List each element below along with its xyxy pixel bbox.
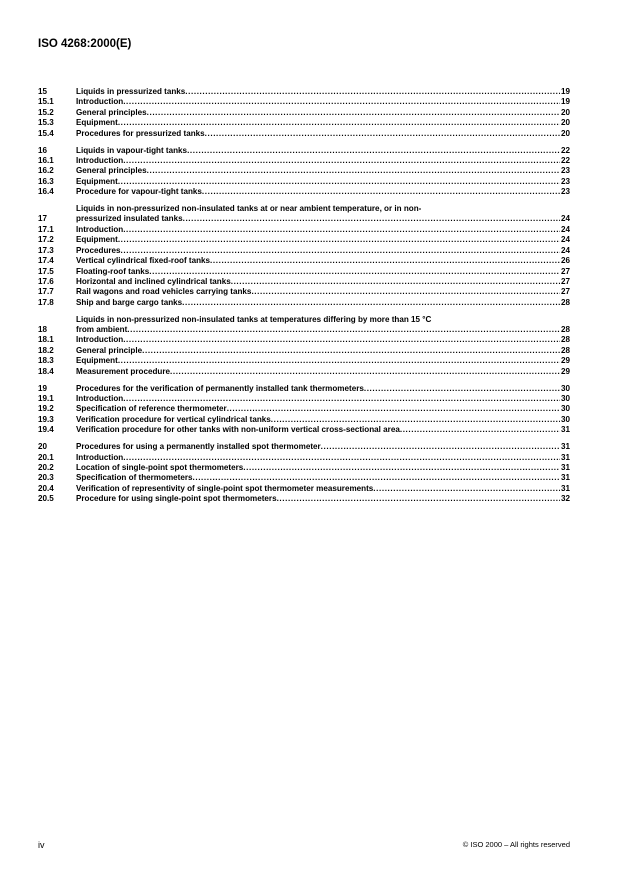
toc-entry-number: 15 <box>38 87 48 96</box>
toc-entry-page: 24 <box>560 214 570 224</box>
toc-entry[interactable] <box>38 404 570 414</box>
toc-leader-dots <box>251 287 560 297</box>
toc-entry-page: 31 <box>560 442 570 452</box>
toc-entry[interactable] <box>38 235 570 245</box>
toc-entry[interactable] <box>38 277 570 287</box>
toc-entry-page: 31 <box>560 452 570 462</box>
toc-entry-title <box>76 97 560 107</box>
copyright-notice: © ISO 2000 – All rights reserved <box>462 840 570 849</box>
toc-entry[interactable] <box>38 118 570 128</box>
toc-leader-dots <box>231 277 560 287</box>
toc-entry-number: 19.4 <box>38 425 54 435</box>
toc-entry-number: 16.3 <box>38 176 54 186</box>
toc-entry-title <box>76 177 560 187</box>
toc-entry-title <box>76 394 560 404</box>
toc-leader-dots <box>123 97 560 107</box>
toc-entry[interactable] <box>38 494 570 504</box>
toc-entry-number: 19 <box>38 383 48 393</box>
toc-entry-page: 30 <box>560 404 570 414</box>
toc-entry-page: 27 <box>560 266 570 276</box>
toc-entry-title-text: Measurement procedure <box>76 366 171 376</box>
toc-entry[interactable] <box>38 298 570 308</box>
toc-leader-dots <box>123 394 560 404</box>
toc-entry[interactable] <box>38 177 570 187</box>
toc-leader-dots <box>210 256 560 266</box>
table-of-contents <box>38 87 570 511</box>
toc-entry-title <box>76 384 560 394</box>
toc-entry-page: 30 <box>560 414 570 424</box>
toc-entry-number: 19.1 <box>38 393 54 403</box>
toc-entry-page: 30 <box>560 393 570 403</box>
toc-entry-number: 20.4 <box>38 483 54 493</box>
toc-entry[interactable] <box>38 484 570 494</box>
toc-leader-dots <box>123 335 560 345</box>
toc-entry-number: 17.6 <box>38 276 54 286</box>
toc-entry-title-text: Equipment <box>76 235 118 245</box>
toc-entry[interactable] <box>38 156 570 166</box>
toc-entry-title <box>76 298 560 308</box>
toc-entry[interactable] <box>38 204 570 225</box>
toc-entry-title-text: General principle <box>76 345 143 355</box>
toc-entry[interactable] <box>38 97 570 107</box>
toc-entry-title-text: Equipment <box>76 356 118 366</box>
toc-entry[interactable] <box>38 246 570 256</box>
toc-entry-title <box>76 335 560 345</box>
toc-entry-title-line2: pressurized insulated tanks <box>76 214 183 224</box>
toc-leader-dots <box>202 187 560 197</box>
toc-entry[interactable] <box>38 335 570 345</box>
toc-entry-page: 20 <box>560 128 570 138</box>
toc-leader-dots <box>123 453 560 463</box>
toc-leader-dots <box>243 463 560 473</box>
toc-entry-page: 28 <box>560 325 570 335</box>
toc-entry-page: 22 <box>560 155 570 165</box>
toc-leader-dots <box>118 118 560 128</box>
toc-entry[interactable] <box>38 453 570 463</box>
toc-entry[interactable] <box>38 394 570 404</box>
toc-leader-dots <box>127 325 560 335</box>
toc-entry-page: 19 <box>560 87 570 96</box>
toc-entry-title <box>76 453 560 463</box>
toc-entry-title <box>76 473 560 483</box>
toc-entry-title-text: Procedures for pressurized tanks <box>76 128 205 138</box>
toc-leader-dots <box>182 298 560 308</box>
toc-entry-page: 20 <box>560 107 570 117</box>
toc-entry[interactable] <box>38 146 570 156</box>
toc-leader-dots <box>118 235 560 245</box>
toc-entry[interactable] <box>38 287 570 297</box>
toc-leader-dots <box>271 415 560 425</box>
toc-entry[interactable] <box>38 346 570 356</box>
toc-leader-dots <box>118 177 560 187</box>
toc-entry-page: 28 <box>560 297 570 307</box>
toc-entry-title-text: Liquids in vapour-tight tanks <box>76 145 188 155</box>
toc-entry-title <box>76 256 560 266</box>
toc-entry-number: 17.5 <box>38 266 54 276</box>
toc-entry-page: 19 <box>560 97 570 107</box>
toc-entry-title <box>76 277 560 287</box>
toc-entry-page: 31 <box>560 473 570 483</box>
toc-entry-title-text: General principles <box>76 166 147 176</box>
toc-entry-title-line1: Liquids in non-pressurized non-insulated tanks at temperatures differing by more than 15 °C <box>76 314 432 324</box>
toc-entry-title-text: Introduction <box>76 155 124 165</box>
document-header: ISO 4268:2000(E) <box>38 38 132 50</box>
toc-leader-dots <box>123 225 560 235</box>
toc-entry[interactable] <box>38 315 570 336</box>
toc-entry-title <box>76 484 560 494</box>
toc-entry[interactable] <box>38 166 570 176</box>
toc-entry-title <box>76 87 560 97</box>
toc-entry-title-text: Procedure for vapour-tight tanks <box>76 187 202 197</box>
toc-entry-title <box>76 494 560 504</box>
toc-entry-title <box>76 267 560 277</box>
toc-leader-dots <box>185 87 560 97</box>
toc-entry[interactable] <box>38 187 570 197</box>
toc-entry-title-text: Introduction <box>76 335 124 345</box>
toc-leader-dots <box>277 494 560 504</box>
toc-entry-number: 16.1 <box>38 155 54 165</box>
toc-entry-number: 15.3 <box>38 118 54 128</box>
toc-entry-page: 26 <box>560 256 570 266</box>
toc-entry[interactable] <box>38 87 570 97</box>
toc-entry-page: 24 <box>560 235 570 245</box>
toc-entry-number: 15.2 <box>38 107 54 117</box>
toc-entry-number: 18.4 <box>38 366 54 376</box>
toc-entry-page: 31 <box>560 483 570 493</box>
toc-entry-number: 20.5 <box>38 494 54 504</box>
toc-leader-dots <box>147 166 560 176</box>
toc-entry[interactable] <box>38 267 570 277</box>
toc-entry-title-text: Rail wagons and road vehicles carrying tanks <box>76 287 252 297</box>
toc-leader-dots <box>147 108 560 118</box>
toc-entry-title-text: Introduction <box>76 224 124 234</box>
toc-entry-title-text: Floating-roof tanks <box>76 266 150 276</box>
toc-entry-page: 30 <box>560 383 570 393</box>
toc-entry[interactable] <box>38 225 570 235</box>
toc-leader-dots <box>121 246 560 256</box>
toc-entry-title <box>76 404 560 414</box>
toc-entry-title <box>76 315 560 336</box>
toc-section <box>38 315 570 377</box>
toc-leader-dots <box>142 346 560 356</box>
toc-entry-page: 20 <box>560 118 570 128</box>
toc-entry-page: 32 <box>560 494 570 504</box>
toc-entry-title-line2: from ambient <box>76 325 128 335</box>
toc-entry-title-text: Specification of reference thermometer <box>76 404 227 414</box>
toc-section <box>38 384 570 436</box>
toc-entry-number: 18.1 <box>38 335 54 345</box>
toc-entry-title-text: Procedures for the verification of permanently installed tank thermometers <box>76 383 364 393</box>
toc-entry[interactable] <box>38 463 570 473</box>
toc-leader-dots <box>400 425 560 435</box>
toc-entry-title-text: Procedures <box>76 245 121 255</box>
toc-entry[interactable] <box>38 473 570 483</box>
toc-entry-page: 24 <box>560 245 570 255</box>
toc-entry-title <box>76 166 560 176</box>
toc-entry[interactable] <box>38 367 570 377</box>
toc-entry-page: 29 <box>560 366 570 376</box>
toc-entry-title-text: Introduction <box>76 97 124 107</box>
toc-entry-number: 19.2 <box>38 404 54 414</box>
toc-entry[interactable] <box>38 442 570 452</box>
toc-leader-dots <box>170 367 560 377</box>
toc-entry-title-text: Equipment <box>76 176 118 186</box>
toc-entry-number: 17 <box>38 214 48 224</box>
toc-entry-number: 18.3 <box>38 356 54 366</box>
toc-leader-dots <box>373 484 560 494</box>
toc-entry[interactable] <box>38 384 570 394</box>
toc-entry[interactable] <box>38 256 570 266</box>
toc-section <box>38 204 570 308</box>
toc-entry-page: 23 <box>560 176 570 186</box>
toc-entry-title-text: Introduction <box>76 452 124 462</box>
toc-entry-title <box>76 235 560 245</box>
toc-leader-dots <box>149 267 560 277</box>
toc-entry-title-text: Specification of thermometers <box>76 473 193 483</box>
toc-entry-page: 28 <box>560 345 570 355</box>
toc-entry-title-text: Location of single-point spot thermometers <box>76 462 244 472</box>
toc-leader-dots <box>364 384 560 394</box>
toc-entry-title-text: Equipment <box>76 118 118 128</box>
toc-entry-title-text: Introduction <box>76 393 124 403</box>
toc-leader-dots <box>205 129 560 139</box>
toc-section <box>38 87 570 139</box>
toc-entry-page: 27 <box>560 287 570 297</box>
toc-entry-number: 16.4 <box>38 187 54 197</box>
toc-entry-page: 31 <box>560 462 570 472</box>
toc-entry-title-text: Verification procedure for other tanks with non-uniform vertical cross-sectional area <box>76 425 400 435</box>
toc-entry-title <box>76 287 560 297</box>
toc-entry-title-text: Ship and barge cargo tanks <box>76 297 183 307</box>
toc-leader-dots <box>227 404 560 414</box>
toc-entry-page: 22 <box>560 145 570 155</box>
toc-entry-title <box>76 415 560 425</box>
toc-entry[interactable] <box>38 425 570 435</box>
toc-entry-title <box>76 225 560 235</box>
toc-entry-title <box>76 346 560 356</box>
toc-entry-number: 17.3 <box>38 245 54 255</box>
toc-section <box>38 442 570 504</box>
toc-entry[interactable] <box>38 415 570 425</box>
toc-entry-page: 29 <box>560 356 570 366</box>
toc-leader-dots <box>183 214 560 224</box>
toc-entry-title <box>76 442 560 452</box>
toc-entry-page: 24 <box>560 224 570 234</box>
toc-entry-page: 23 <box>560 187 570 197</box>
toc-entry-title <box>76 187 560 197</box>
toc-entry-title-text: Procedure for using single-point spot thermometers <box>76 494 277 504</box>
toc-entry-title-line1: Liquids in non-pressurized non-insulated tanks at or near ambient temperature, or in non- <box>76 204 422 214</box>
toc-entry-title <box>76 146 560 156</box>
toc-leader-dots <box>118 356 560 366</box>
toc-leader-dots <box>321 442 560 452</box>
toc-entry-number: 20.2 <box>38 462 54 472</box>
toc-entry-number: 17.4 <box>38 256 54 266</box>
toc-entry-page: 28 <box>560 335 570 345</box>
toc-entry[interactable] <box>38 356 570 366</box>
toc-entry-title <box>76 129 560 139</box>
toc-entry-number: 20.1 <box>38 452 54 462</box>
toc-entry-number: 15.1 <box>38 97 54 107</box>
toc-entry-page: 23 <box>560 166 570 176</box>
toc-entry-number: 18 <box>38 325 48 335</box>
toc-entry-title-text: Horizontal and inclined cylindrical tanks <box>76 276 231 286</box>
toc-entry-number: 16.2 <box>38 166 54 176</box>
toc-leader-dots <box>187 146 560 156</box>
toc-entry-title <box>76 246 560 256</box>
toc-entry-title <box>76 108 560 118</box>
toc-entry-number: 19.3 <box>38 414 54 424</box>
toc-entry[interactable] <box>38 129 570 139</box>
toc-entry-number: 20 <box>38 442 48 452</box>
toc-entry-title <box>76 356 560 366</box>
toc-entry-title-text: Vertical cylindrical fixed-roof tanks <box>76 256 211 266</box>
toc-entry-title-text: Procedures for using a permanently installed spot thermometer <box>76 442 321 452</box>
toc-entry-title-text: Verification procedure for vertical cylindrical tanks <box>76 414 271 424</box>
toc-entry-page: 31 <box>560 425 570 435</box>
toc-leader-dots <box>193 473 560 483</box>
toc-entry-number: 20.3 <box>38 473 54 483</box>
toc-entry-title <box>76 463 560 473</box>
toc-entry-number: 17.8 <box>38 297 54 307</box>
toc-entry-title <box>76 425 560 435</box>
toc-entry-number: 15.4 <box>38 128 54 138</box>
toc-entry-number: 17.1 <box>38 224 54 234</box>
page-number: iv <box>38 840 45 850</box>
toc-entry-title <box>76 118 560 128</box>
toc-entry-title <box>76 204 560 225</box>
toc-entry-title-text: Liquids in pressurized tanks <box>76 87 186 96</box>
toc-entry[interactable] <box>38 108 570 118</box>
toc-entry-title-text: Verification of representivity of single-point spot thermometer measurements <box>76 483 374 493</box>
toc-entry-title <box>76 156 560 166</box>
toc-entry-number: 17.7 <box>38 287 54 297</box>
toc-leader-dots <box>123 156 560 166</box>
toc-entry-title-text: General principles <box>76 107 147 117</box>
toc-section <box>38 146 570 198</box>
toc-entry-title <box>76 367 560 377</box>
toc-entry-number: 17.2 <box>38 235 54 245</box>
toc-entry-page: 27 <box>560 276 570 286</box>
toc-entry-number: 16 <box>38 145 48 155</box>
toc-entry-number: 18.2 <box>38 345 54 355</box>
